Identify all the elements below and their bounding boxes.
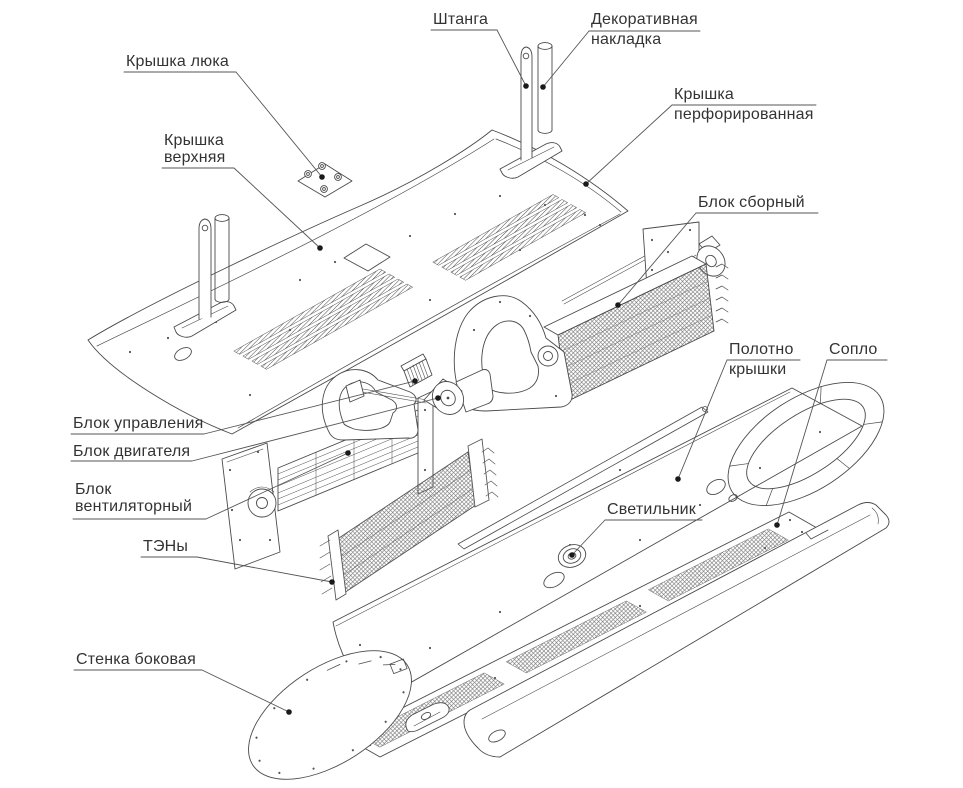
label-decor-trim <box>591 11 698 48</box>
label-heaters-text: ТЭНы <box>143 538 189 555</box>
label-perf-cover-line1: Крышка <box>674 86 735 103</box>
label-side-wall <box>76 651 196 668</box>
label-hatch-cover-text: Крышка люка <box>126 53 230 70</box>
label-control-unit-text: Блок управления <box>73 415 204 432</box>
label-nozzle-text: Сопло <box>829 341 878 358</box>
label-assembly-block-text: Блок сборный <box>698 194 805 211</box>
label-top-cover-line2: верхняя <box>164 149 226 166</box>
label-heaters <box>143 538 188 555</box>
label-top-cover-line1: Крышка <box>164 132 225 149</box>
label-nozzle <box>829 341 878 358</box>
label-fan-unit-line2: вентиляторный <box>75 498 193 515</box>
label-side-wall-text: Стенка боковая <box>76 651 196 668</box>
label-hatch-cover <box>126 53 229 70</box>
label-light-text: Светильник <box>607 501 696 518</box>
label-perf-cover-line2: перфорированная <box>674 106 814 123</box>
label-motor-unit <box>73 443 190 460</box>
label-rod-text: Штанга <box>433 11 489 28</box>
label-top-cover <box>164 132 226 166</box>
label-perf-cover <box>674 86 814 123</box>
label-fan-unit-line1: Блок <box>75 481 112 498</box>
label-motor-unit-text: Блок двигателя <box>73 443 191 460</box>
label-cover-sheet <box>729 341 794 378</box>
label-rod <box>433 11 488 28</box>
label-cover-sheet-line2: крышки <box>729 361 787 378</box>
label-cover-sheet-line1: Полотно <box>729 341 794 358</box>
hatch-cover-art <box>298 163 352 197</box>
label-control-unit <box>73 415 203 432</box>
label-decor-trim-line2: накладка <box>591 31 662 48</box>
label-decor-trim-line1: Декоративная <box>591 11 698 28</box>
label-light <box>607 501 696 518</box>
label-fan-unit <box>75 481 192 515</box>
label-assembly-block <box>698 194 805 211</box>
